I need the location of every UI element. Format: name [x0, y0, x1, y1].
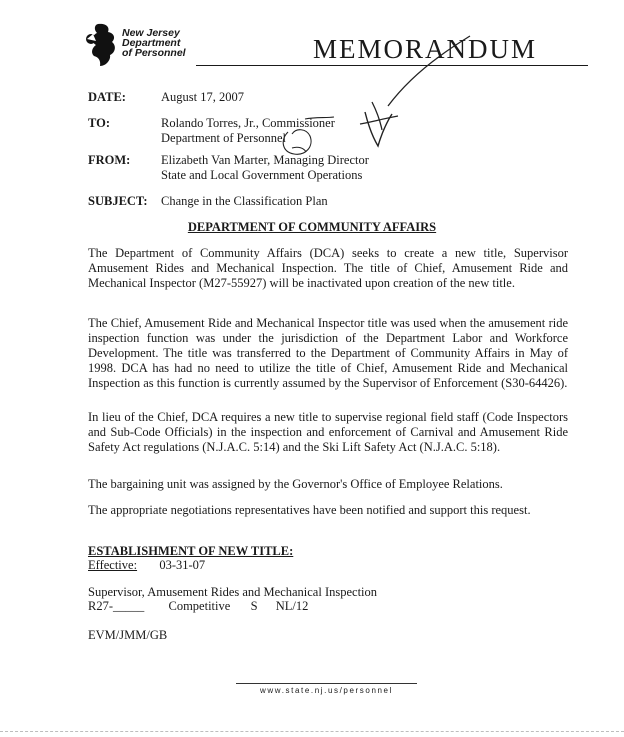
date-label: DATE: — [88, 90, 126, 104]
effective-label: Effective: — [88, 558, 138, 572]
logo-line-1: New Jersey — [122, 27, 180, 39]
paragraph-3: In lieu of the Chief, DCA requires a new title to supervise regional field staff (Code Inspectors and Sub-Code Officials) in the inspection and enforcement of Carnival and Amusement Ride Safety Act regulations (N.J.A.C. 5:14) and the Ski Lift Safety Act (N.J.A.C. 5:18). — [88, 410, 568, 454]
from-label: FROM: — [88, 153, 131, 167]
paragraph-2: The Chief, Amusement Ride and Mechanical Inspector title was used when the amusement ride inspection function was under the jurisdiction of the Department Labor and Workforce Development. The title was transferred to the Department of Community Affairs in May of 1998. DCA has had no need to utilize the title of Chief, Amusement Ride and Mechanical Inspection as this function is currently assumed by the Supervisor of Enforcement (S30-64426). — [88, 316, 568, 390]
memo-title: MEMORANDUM — [313, 34, 538, 64]
title-unit: NL/12 — [275, 599, 309, 613]
to-line-1: Rolando Torres, Jr., Commissioner — [161, 116, 335, 130]
logo-line-2: Department — [122, 37, 181, 49]
subject-value: Change in the Classification Plan — [161, 194, 328, 208]
to-label: TO: — [88, 116, 110, 130]
footer-url: www.state.nj.us/personnel — [260, 686, 393, 695]
paragraph-5: The appropriate negotiations representatives have been notified and support this request. — [88, 503, 531, 517]
title-name: Supervisor, Amusement Rides and Mechanical Inspection — [88, 585, 378, 599]
footer-rule — [236, 683, 417, 684]
logo-wordmark — [122, 28, 186, 58]
paragraph-4: The bargaining unit was assigned by the Governor's Office of Employee Relations. — [88, 477, 503, 491]
to-line-2: Department of Personnel — [161, 131, 286, 145]
logo-line-3: of Personnel — [122, 47, 186, 59]
effective-value: 03-31-07 — [159, 558, 206, 572]
title-code-row — [88, 599, 308, 614]
scan-edge-line — [0, 731, 624, 732]
title-class: Competitive — [168, 599, 231, 613]
section-title: DEPARTMENT OF COMMUNITY AFFAIRS — [187, 220, 437, 234]
from-line-1: Elizabeth Van Marter, Managing Director — [161, 153, 369, 167]
establishment-heading: ESTABLISHMENT OF NEW TITLE: — [88, 544, 294, 558]
initials: EVM/JMM/GB — [88, 628, 168, 642]
from-line-2: State and Local Government Operations — [161, 168, 363, 182]
title-code: R27-_____ — [88, 599, 145, 613]
date-value: August 17, 2007 — [161, 90, 244, 104]
paragraph-1: The Department of Community Affairs (DCA) seeks to create a new title, Supervisor Amusement Rides and Mechanical Inspection. The title of Chief, Amusement Ride and Mechanical Inspector (M27-55927) will be inactivated upon creation of the new title. — [88, 246, 568, 290]
department-logo — [84, 20, 194, 74]
effective-row — [88, 558, 205, 573]
header-rule — [196, 65, 588, 66]
title-class-code: S — [250, 599, 258, 613]
subject-label: SUBJECT: — [88, 194, 148, 208]
